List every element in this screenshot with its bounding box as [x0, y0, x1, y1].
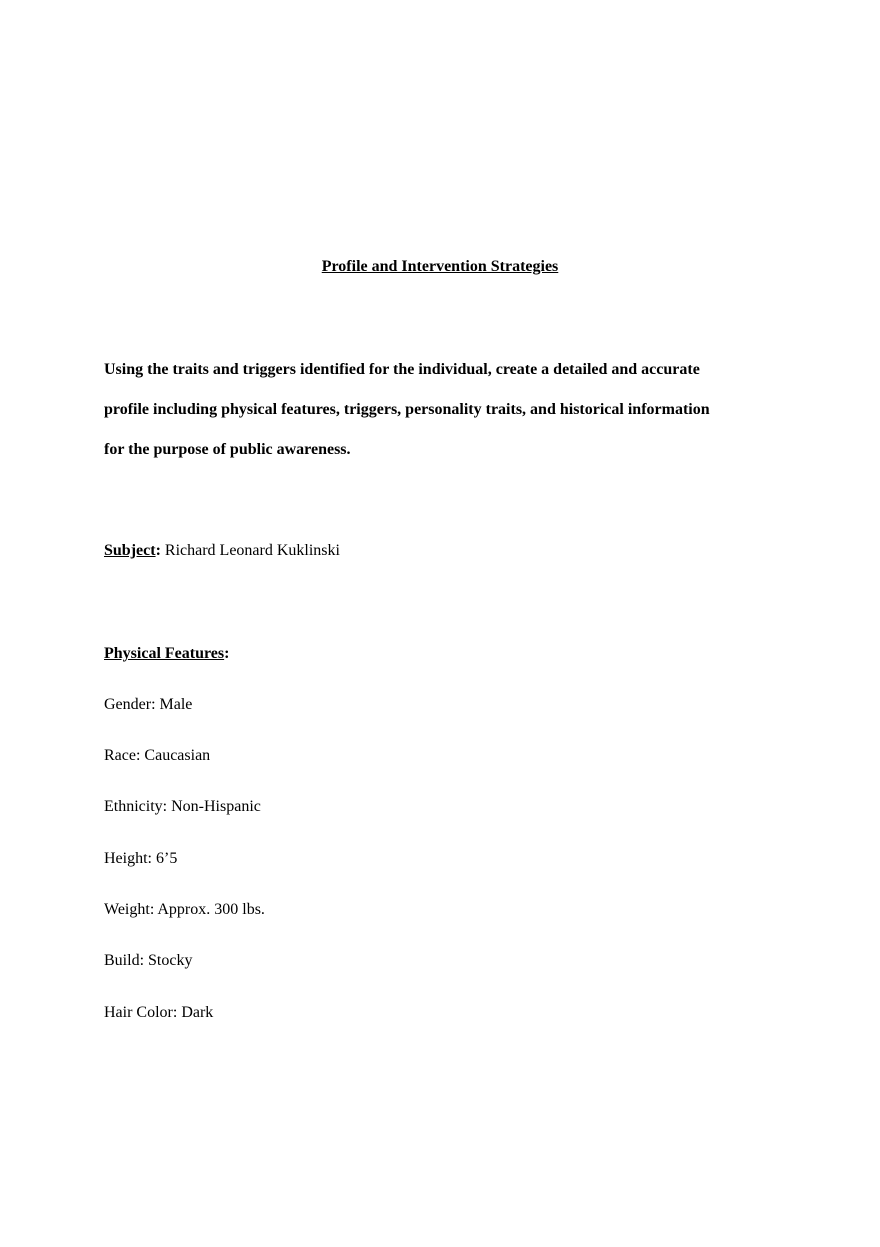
subject-colon: : [155, 542, 161, 559]
physical-features-heading [104, 643, 229, 665]
feature-gender: Gender: Male [104, 696, 193, 713]
feature-build: Build: Stocky [104, 952, 193, 969]
feature-race: Race: Caucasian [104, 747, 211, 764]
physical-features-label: Physical Features [104, 645, 225, 662]
subject-value: Richard Leonard Kuklinski [160, 542, 340, 559]
physical-features-colon: : [224, 645, 230, 662]
subject-line [104, 540, 340, 562]
page-title: Profile and Intervention Strategies [321, 258, 559, 275]
instruction-line-1: Using the traits and triggers identified for the individual, create a detailed and accurate [104, 361, 700, 378]
feature-height: Height: 6’5 [104, 850, 178, 867]
instruction-line-2: profile including physical features, triggers, personality traits, and historical information [104, 401, 710, 418]
feature-ethnicity: Ethnicity: Non-Hispanic [104, 798, 261, 815]
instruction-line-3: for the purpose of public awareness. [104, 441, 351, 458]
subject-label: Subject [104, 542, 156, 559]
feature-hair-color: Hair Color: Dark [104, 1004, 214, 1021]
feature-weight: Weight: Approx. 300 lbs. [104, 901, 265, 918]
